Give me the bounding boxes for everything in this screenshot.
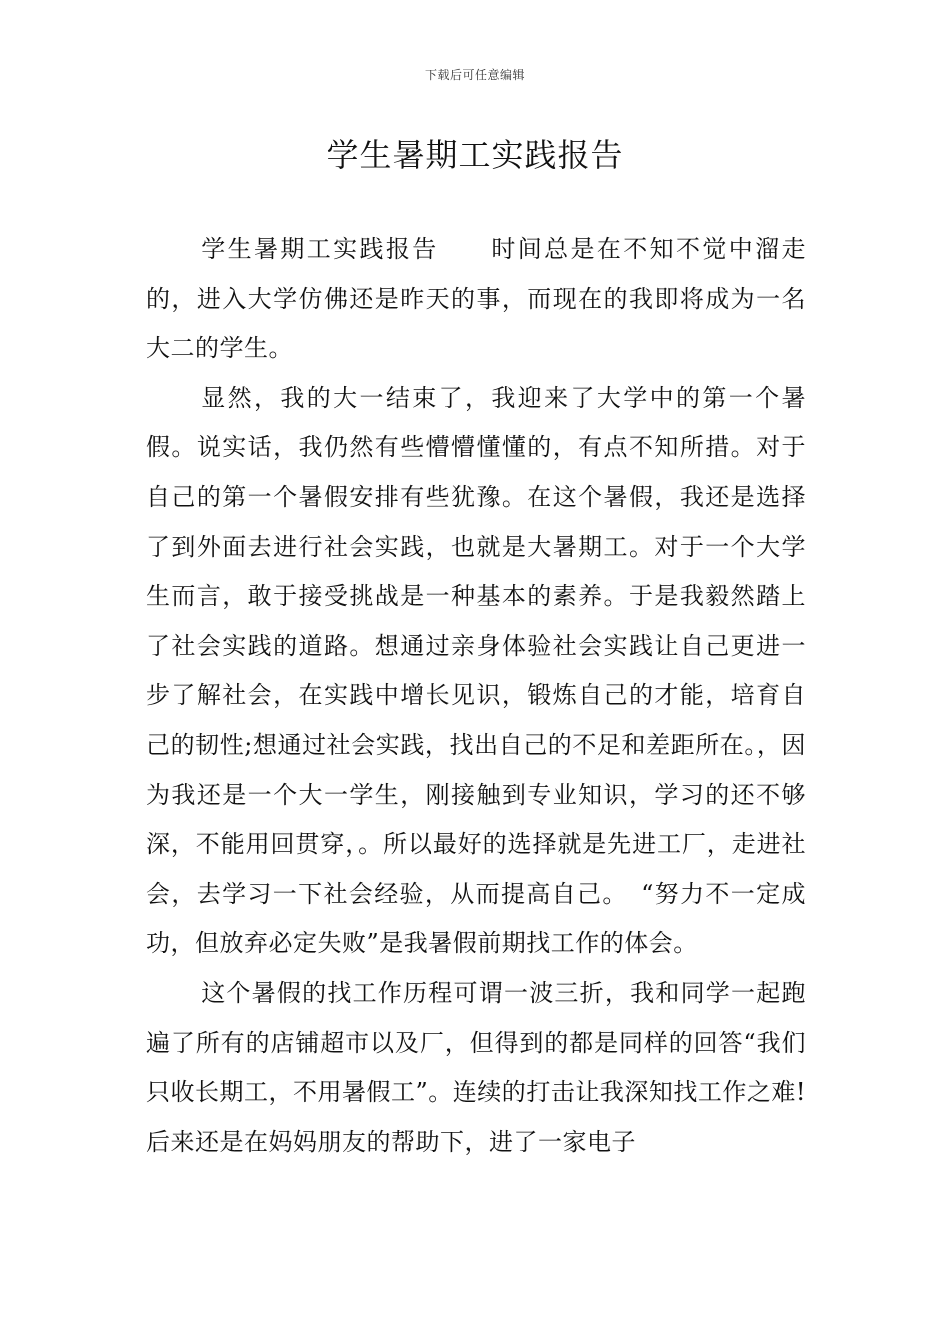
paragraph: 显然，我的大一结束了，我迎来了大学中的第一个暑假。说实话，我仍然有些懵懵懂懂的，有点不知所措。对于自己的第一个暑假安排有些犹豫。在这个暑假，我还是选择了到外面去进行社会实践，也就是大暑期工。对于一个大学生而言，敢于接受挑战是一种基本的素养。于是我毅然踏上了社会实践的道路。想通过亲身体验社会实践让自己更进一步了解社会，在实践中增长见识，锻炼自己的才能，培育自己的韧性;想通过社会实践，找出自己的不足和差距所在。，因为我还是一个大一学生，刚接触到专业知识，学习的还不够深，不能用回贯穿，。所以最好的选择就是先进工厂，走进社会，去学习一下社会经验，从而提高自己。 “努力不一定成功，但放弃必定失败”是我暑假前期找工作的体会。 (146, 383, 806, 958)
paragraph: 这个暑假的找工作历程可谓一波三折，我和同学一起跑遍了所有的店铺超市以及厂，但得到的都是同样的回答“我们只收长期工，不用暑假工”。连续的打击让我深知找工作之难!后来还是在妈妈朋友的帮助下，进了一家电子 (146, 978, 806, 1156)
document-title: 学生暑期工实践报告 (326, 136, 624, 174)
paragraph: 学生暑期工实践报告 时间总是在不知不觉中溜走的，进入大学仿佛还是昨天的事，而现在的我即将成为一名大二的学生。 (146, 235, 806, 363)
header-note: 下载后可任意编辑 (424, 68, 525, 82)
document-body (146, 225, 806, 1167)
